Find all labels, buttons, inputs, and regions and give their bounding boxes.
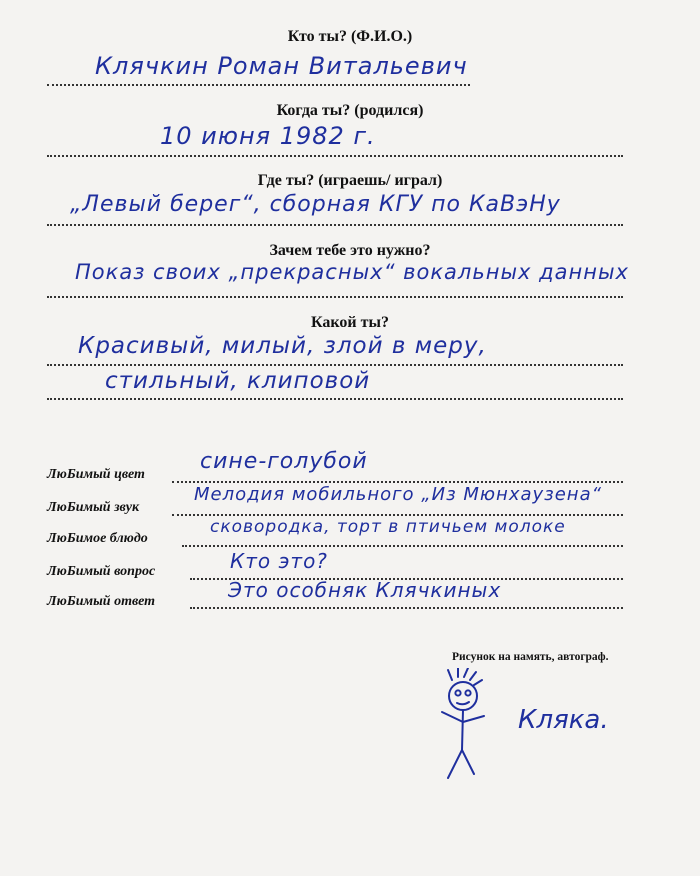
head [449,682,477,710]
fav-sound-value: Мелодия мобильного „Из Мюнхаузена“ [194,484,602,505]
fav-answer-value: Это особняк Клячкиных [228,578,502,602]
answer-line [172,514,623,516]
answer-name: Клячкин Роман Витальевич [95,52,468,80]
answer-team: „Левый берег“, сборная КГУ по КаВэНу [70,192,561,217]
answer-line [47,224,623,226]
answer-line [47,296,623,298]
question-who: Кто ты? (Ф.И.О.) [287,28,413,45]
answer-line [47,155,623,157]
fav-sound-label: ЛюБимый звук [47,500,140,515]
fav-color-label: ЛюБимый цвет [47,467,145,482]
answer-line [172,481,623,483]
stick-figure [442,668,484,778]
fav-dish-value: сковородка, торт в птичьем молоке [210,517,566,537]
fav-answer-label: ЛюБимый ответ [47,594,155,609]
answer-line [190,607,623,609]
eye-right [465,690,470,695]
answer-line [47,364,623,366]
stick-figure-drawing [430,668,650,788]
answer-line [47,398,623,400]
fav-dish-label: ЛюБимое блюдо [47,531,148,546]
question-what: Какой ты? [311,314,389,331]
fav-question-label: ЛюБимый вопрос [47,564,156,579]
body [462,710,463,750]
answer-birth: 10 июня 1982 г. [160,122,376,150]
fav-color-value: сине-голубой [200,449,368,474]
question-where: Где ты? (играешь/ играл) [257,172,443,189]
eye-left [455,690,460,695]
answer-traits-line2: стильный, клиповой [105,368,371,394]
mouth [457,702,469,704]
legs [448,750,474,778]
answer-line [47,84,470,86]
autograph: Кляка. [518,705,609,735]
question-why: Зачем тебе это нужно? [269,242,431,259]
drawing-caption: Рисунок на намять, автограф. [452,651,609,663]
fav-question-value: Кто это? [230,549,328,573]
answer-reason: Показ своих „прекрасных“ вокальных данных [75,260,629,284]
answer-line [182,545,623,547]
answer-traits-line1: Красивый, милый, злой в меру, [78,333,487,359]
question-when: Когда ты? (родился) [276,102,424,119]
